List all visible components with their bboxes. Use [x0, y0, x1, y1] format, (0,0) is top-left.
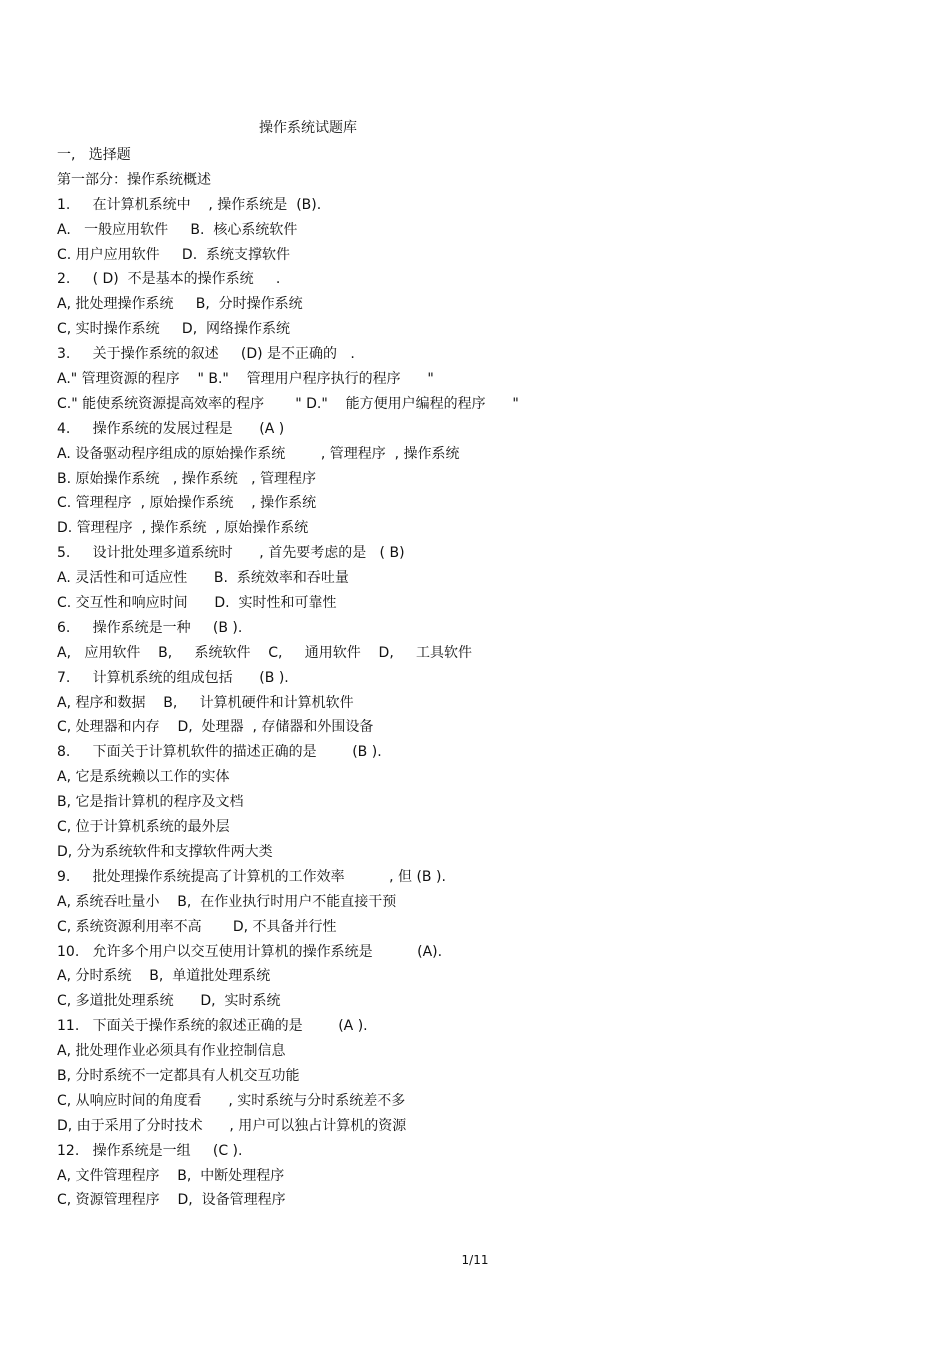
- question-6-options: A, 应用软件 B, 系统软件 C, 通用软件 D, 工具软件: [57, 644, 473, 661]
- question-11-option-b: B, 分时系统不一定都具有人机交互功能: [57, 1067, 300, 1084]
- question-2: 2. ( D) 不是基本的操作系统 .: [57, 271, 281, 288]
- question-9-options-cd: C, 系统资源利用率不高 D, 不具备并行性: [57, 918, 337, 935]
- question-3-options-cd: C." 能使系统资源提高效率的程序 " D." 能方便用户编程的程序 ": [57, 395, 519, 412]
- question-8: 8. 下面关于计算机软件的描述正确的是 (B ).: [57, 744, 382, 761]
- question-3-options-ab: A." 管理资源的程序 " B." 管理用户程序执行的程序 ": [57, 371, 434, 388]
- question-7-options-ab: A, 程序和数据 B, 计算机硬件和计算机软件: [57, 694, 354, 711]
- question-8-option-d: D, 分为系统软件和支撑软件两大类: [57, 843, 273, 860]
- question-1: 1. 在计算机系统中 , 操作系统是 (B).: [57, 196, 322, 213]
- question-4-option-b: B. 原始操作系统 , 操作系统 , 管理程序: [57, 470, 317, 487]
- question-11-option-c: C, 从响应时间的角度看 , 实时系统与分时系统差不多: [57, 1092, 406, 1109]
- question-4-option-d: D. 管理程序 , 操作系统 , 原始操作系统: [57, 520, 309, 537]
- question-12-options-ab: A, 文件管理程序 B, 中断处理程序: [57, 1167, 285, 1184]
- question-2-options-ab: A, 批处理操作系统 B, 分时操作系统: [57, 296, 303, 313]
- question-1-options-cd: C. 用户应用软件 D. 系统支撑软件: [57, 246, 291, 263]
- question-6: 6. 操作系统是一种 (B ).: [57, 619, 243, 636]
- question-7-options-cd: C, 处理器和内存 D, 处理器 , 存储器和外围设备: [57, 719, 374, 736]
- document-body: [57, 143, 897, 1213]
- question-5-options-ab: A. 灵活性和可适应性 B. 系统效率和吞吐量: [57, 570, 349, 587]
- page-number: 1/11: [461, 1253, 489, 1267]
- document-title: 操作系统试题库: [259, 120, 357, 136]
- question-1-options-ab: A. 一般应用软件 B. 核心系统软件: [57, 221, 298, 238]
- question-8-option-b: B, 它是指计算机的程序及文档: [57, 794, 244, 811]
- question-4-option-a: A. 设备驱动程序组成的原始操作系统 , 管理程序 , 操作系统: [57, 445, 460, 462]
- question-10-options-ab: A, 分时系统 B, 单道批处理系统: [57, 968, 271, 985]
- question-7: 7. 计算机系统的组成包括 (B ).: [57, 669, 289, 686]
- question-11: 11. 下面关于操作系统的叙述正确的是 (A ).: [57, 1018, 368, 1035]
- question-4: 4. 操作系统的发展过程是 (A ): [57, 420, 285, 437]
- section-heading: 一, 选择题: [57, 147, 131, 163]
- question-8-option-a: A, 它是系统赖以工作的实体: [57, 769, 230, 786]
- question-5-options-cd: C. 交互性和响应时间 D. 实时性和可靠性: [57, 595, 337, 612]
- question-11-option-d: D, 由于采用了分时技术 , 用户可以独占计算机的资源: [57, 1117, 407, 1134]
- question-12: 12. 操作系统是一组 (C ).: [57, 1142, 243, 1159]
- part-heading: 第一部分：操作系统概述: [57, 171, 211, 188]
- question-5: 5. 设计批处理多道系统时 , 首先要考虑的是 ( B): [57, 545, 405, 562]
- question-9-options-ab: A, 系统吞吐量小 B, 在作业执行时用户不能直接干预: [57, 893, 397, 910]
- question-9: 9. 批处理操作系统提高了计算机的工作效率 , 但 (B ).: [57, 868, 446, 885]
- question-11-option-a: A, 批处理作业必须具有作业控制信息: [57, 1043, 286, 1060]
- question-12-options-cd: C, 资源管理程序 D, 设备管理程序: [57, 1192, 286, 1209]
- question-3: 3. 关于操作系统的叙述 (D) 是不正确的 .: [57, 346, 355, 363]
- question-2-options-cd: C, 实时操作系统 D, 网络操作系统: [57, 321, 291, 338]
- question-4-option-c: C. 管理程序 , 原始操作系统 , 操作系统: [57, 495, 317, 512]
- question-10: 10. 允许多个用户以交互使用计算机的操作系统是 (A).: [57, 943, 443, 960]
- question-10-options-cd: C, 多道批处理系统 D, 实时系统: [57, 993, 281, 1010]
- question-8-option-c: C, 位于计算机系统的最外层: [57, 819, 230, 836]
